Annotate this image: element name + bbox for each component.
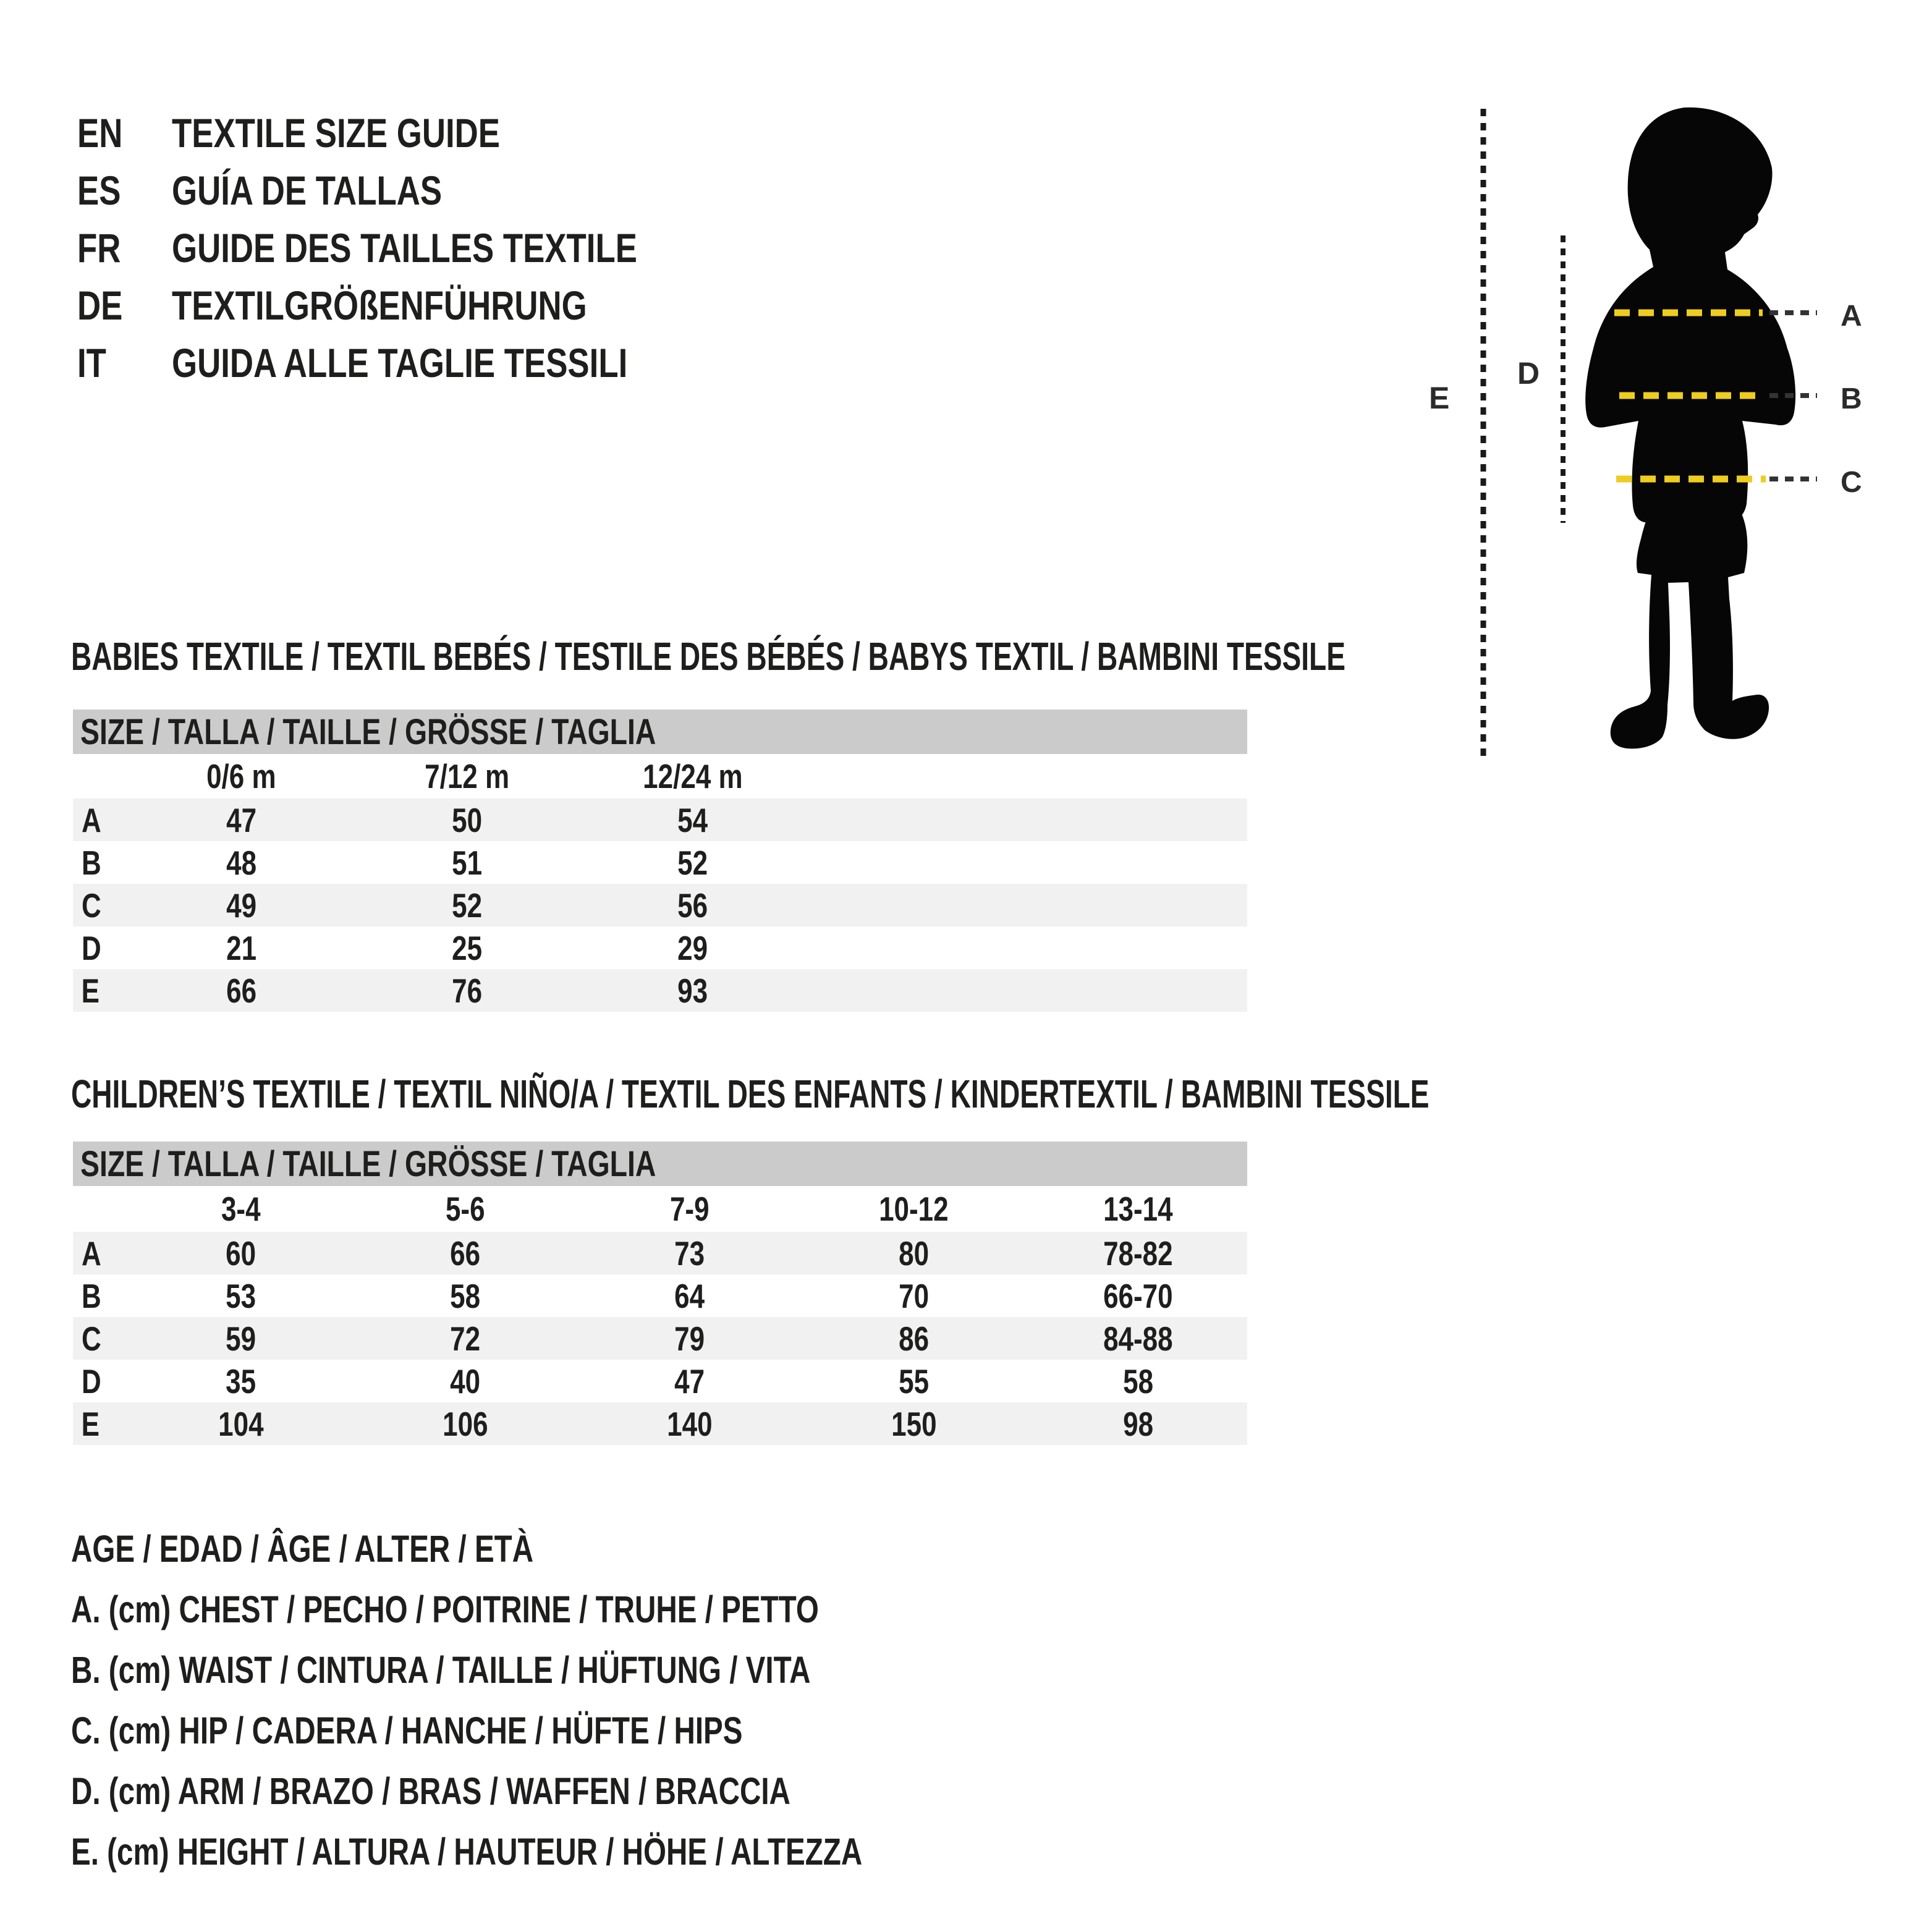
lang-code-fr: FR (77, 224, 121, 271)
table-row-b (73, 841, 1247, 884)
size-value (802, 1362, 1026, 1401)
size-value (802, 1404, 1026, 1444)
legend-line-height-text: E. (cm) HEIGHT / ALTURA / HAUTEUR / HÖHE / ALTEZZA (71, 1831, 863, 1873)
size-value-text: 52 (677, 843, 708, 882)
size-value (354, 971, 580, 1010)
size-value (580, 971, 805, 1010)
size-value (580, 928, 805, 968)
babies-section-title (71, 634, 1841, 679)
lang-code-es: ES (77, 167, 121, 213)
row-label (73, 1234, 129, 1273)
row-label-text: C (81, 886, 101, 925)
size-value-text: 50 (452, 800, 482, 839)
size-value (129, 1362, 353, 1401)
size-value-text: 59 (226, 1319, 256, 1358)
column-header-text: 7/12 m (424, 757, 509, 795)
table-row-e (73, 969, 1247, 1012)
size-value (577, 1234, 802, 1273)
lang-row-en (77, 104, 753, 161)
size-value (1026, 1319, 1250, 1358)
legend-line-chest-text: A. (cm) CHEST / PECHO / POITRINE / TRUHE / PETTO (71, 1588, 819, 1630)
size-value (353, 1276, 577, 1316)
size-value (577, 1319, 802, 1358)
size-value-text: 47 (226, 800, 256, 839)
size-value (354, 843, 580, 883)
children-size-table (73, 1142, 1247, 1445)
row-label-text: E (81, 1404, 100, 1443)
column-header-text: 12/24 m (642, 757, 743, 795)
children-table-grid (73, 1186, 1247, 1445)
row-label (73, 800, 129, 840)
lang-row-it (77, 334, 753, 391)
size-value-text: 66 (450, 1234, 480, 1273)
size-value-text: 58 (450, 1276, 480, 1315)
table-row-d (73, 926, 1247, 969)
size-value (802, 1234, 1026, 1273)
column-header (129, 756, 354, 796)
table-row-c (73, 884, 1247, 926)
row-label (73, 1362, 129, 1401)
size-value-text: 104 (218, 1404, 264, 1443)
lang-title-it: GUIDA ALLE TAGLIE TESSILI (172, 339, 628, 386)
lang-title-de: TEXTILGRÖßENFÜHRUNG (172, 282, 587, 328)
column-header-row (73, 1186, 1247, 1232)
lang-row-fr (77, 219, 753, 276)
babies-section-title-text: BABIES TEXTILE / TEXTIL BEBÉS / TESTILE DES BÉBÉS / BABYS TEXTIL / BAMBINI TESSILE (71, 634, 1345, 679)
row-label (73, 928, 129, 968)
children-table-header-text: SIZE / TALLA / TAILLE / GRÖSSE / TAGLIA (80, 1143, 656, 1184)
size-value-text: 66-70 (1103, 1276, 1173, 1315)
row-label-text: C (81, 1319, 101, 1358)
column-header-text: 7-9 (669, 1190, 710, 1228)
row-label-text: B (81, 843, 101, 882)
size-value-text: 70 (899, 1276, 929, 1315)
lang-code-de: DE (77, 282, 123, 328)
size-value (577, 1276, 802, 1316)
babies-size-table (73, 710, 1247, 1012)
legend-line-hip (71, 1700, 1085, 1761)
size-value (353, 1404, 577, 1444)
size-value-text: 35 (226, 1362, 256, 1400)
language-title-list (77, 104, 753, 391)
row-label-text: B (81, 1276, 101, 1315)
size-value-text: 150 (891, 1404, 937, 1443)
legend-line-height (71, 1821, 1085, 1882)
legend-line-chest (71, 1579, 1085, 1640)
size-value (802, 1319, 1026, 1358)
height-label-e: E (1429, 381, 1450, 415)
column-header (129, 1189, 353, 1229)
column-header-text: 3-4 (221, 1190, 261, 1228)
lang-row-es (77, 161, 753, 219)
row-label (73, 886, 129, 925)
size-value-text: 98 (1123, 1404, 1153, 1443)
size-value (129, 1276, 353, 1316)
legend-line-waist (71, 1640, 1085, 1700)
legend-line-waist-text: B. (cm) WAIST / CINTURA / TAILLE / HÜFTUNG / VITA (71, 1649, 811, 1691)
size-value (354, 886, 580, 925)
legend-line-arm-text: D. (cm) ARM / BRAZO / BRAS / WAFFEN / BRACCIA (71, 1770, 790, 1812)
size-value-text: 86 (899, 1319, 929, 1358)
row-label-text: D (81, 928, 101, 967)
size-value-text: 66 (226, 971, 256, 1010)
measurement-legend (71, 1519, 1085, 1882)
size-value (129, 1319, 353, 1358)
size-value (354, 800, 580, 840)
size-value (129, 800, 354, 840)
lang-code-it: IT (77, 339, 106, 386)
children-section-title-text: CHILDREN’S TEXTILE / TEXTIL NIÑO/A / TEXTIL DES ENFANTS / KINDERTEXTIL / BAMBINI TESSILE (71, 1072, 1430, 1116)
table-row-a (73, 1232, 1247, 1274)
lang-title-en: TEXTILE SIZE GUIDE (172, 109, 500, 156)
size-value (129, 1234, 353, 1273)
row-label (73, 1276, 129, 1316)
size-value (354, 928, 580, 968)
size-value-text: 60 (226, 1234, 256, 1273)
size-value-text: 54 (677, 800, 708, 839)
size-value (1026, 1404, 1250, 1444)
size-value-text: 140 (666, 1404, 713, 1443)
row-label (73, 843, 129, 883)
size-value (580, 843, 805, 883)
babies-table-header-bar (73, 710, 1247, 754)
column-header (1026, 1189, 1250, 1229)
size-value (1026, 1234, 1250, 1273)
chest-label-a: A (1841, 300, 1862, 333)
babies-table-grid (73, 754, 1247, 1012)
row-label (73, 1319, 129, 1358)
size-value (580, 886, 805, 925)
children-section-title (71, 1074, 1932, 1114)
legend-line-age (71, 1519, 1085, 1579)
row-label-text: A (81, 800, 101, 839)
size-value-text: 55 (899, 1362, 929, 1400)
size-value-text: 21 (226, 928, 256, 967)
column-header-text: 13-14 (1103, 1190, 1173, 1228)
column-header (354, 756, 580, 796)
lang-row-de (77, 276, 753, 334)
legend-line-age-text: AGE / EDAD / ÂGE / ALTER / ETÀ (71, 1528, 534, 1570)
lang-title-es: GUÍA DE TALLAS (172, 167, 443, 213)
size-value (577, 1362, 802, 1401)
column-header-text: 0/6 m (206, 757, 276, 795)
waist-label-b: B (1841, 383, 1862, 415)
size-value-text: 48 (226, 843, 256, 882)
size-value (353, 1234, 577, 1273)
size-value (129, 1404, 353, 1444)
size-value-text: 84-88 (1103, 1319, 1173, 1358)
legend-line-arm (71, 1761, 1085, 1821)
size-value-text: 40 (450, 1362, 480, 1400)
column-header-text: 10-12 (879, 1190, 949, 1228)
size-value (577, 1404, 802, 1444)
size-value-text: 52 (452, 886, 482, 925)
size-value (129, 843, 354, 883)
size-value (1026, 1276, 1250, 1316)
row-label (73, 971, 129, 1010)
size-value-text: 25 (452, 928, 482, 967)
table-row-d (73, 1360, 1247, 1402)
table-row-e (73, 1402, 1247, 1445)
size-value-text: 49 (226, 886, 256, 925)
size-value-text: 53 (226, 1276, 256, 1315)
size-value-text: 51 (452, 843, 482, 882)
lang-code-en: EN (77, 109, 123, 156)
legend-line-hip-text: C. (cm) HIP / CADERA / HANCHE / HÜFTE / HIPS (71, 1710, 743, 1752)
hip-label-c: C (1841, 466, 1862, 499)
column-header-text: 5-6 (445, 1190, 485, 1228)
size-value (353, 1319, 577, 1358)
size-value (129, 928, 354, 968)
size-value (129, 971, 354, 1010)
size-value (802, 1276, 1026, 1316)
size-value-text: 64 (674, 1276, 705, 1315)
size-value-text: 72 (450, 1319, 480, 1358)
column-header (580, 756, 805, 796)
size-value-text: 29 (677, 928, 708, 967)
size-value-text: 56 (677, 886, 708, 925)
row-label (73, 1404, 129, 1444)
arm-label-d: D (1517, 356, 1540, 391)
table-row-b (73, 1274, 1247, 1317)
size-value (580, 800, 805, 840)
measurement-diagram (1360, 62, 1932, 834)
table-row-a (73, 799, 1247, 841)
size-value-text: 47 (674, 1362, 705, 1400)
size-value-text: 80 (899, 1234, 929, 1273)
column-header-row (73, 754, 1247, 799)
column-header (353, 1189, 577, 1229)
row-label-text: A (81, 1234, 101, 1273)
size-value-text: 73 (674, 1234, 705, 1273)
column-header (802, 1189, 1026, 1229)
size-value (1026, 1362, 1250, 1401)
size-value-text: 93 (677, 971, 708, 1010)
size-value-text: 106 (442, 1404, 488, 1443)
babies-table-header-text: SIZE / TALLA / TAILLE / GRÖSSE / TAGLIA (80, 711, 656, 752)
table-row-c (73, 1317, 1247, 1360)
lang-title-fr: GUIDE DES TAILLES TEXTILE (172, 224, 637, 271)
size-value (129, 886, 354, 925)
size-value-text: 78-82 (1103, 1234, 1173, 1273)
size-value (353, 1362, 577, 1401)
children-table-header-bar (73, 1142, 1247, 1186)
row-label-text: E (81, 971, 100, 1010)
column-header (577, 1189, 802, 1229)
size-value-text: 76 (452, 971, 482, 1010)
row-label-text: D (81, 1362, 101, 1400)
size-value-text: 58 (1123, 1362, 1153, 1400)
size-value-text: 79 (674, 1319, 705, 1358)
